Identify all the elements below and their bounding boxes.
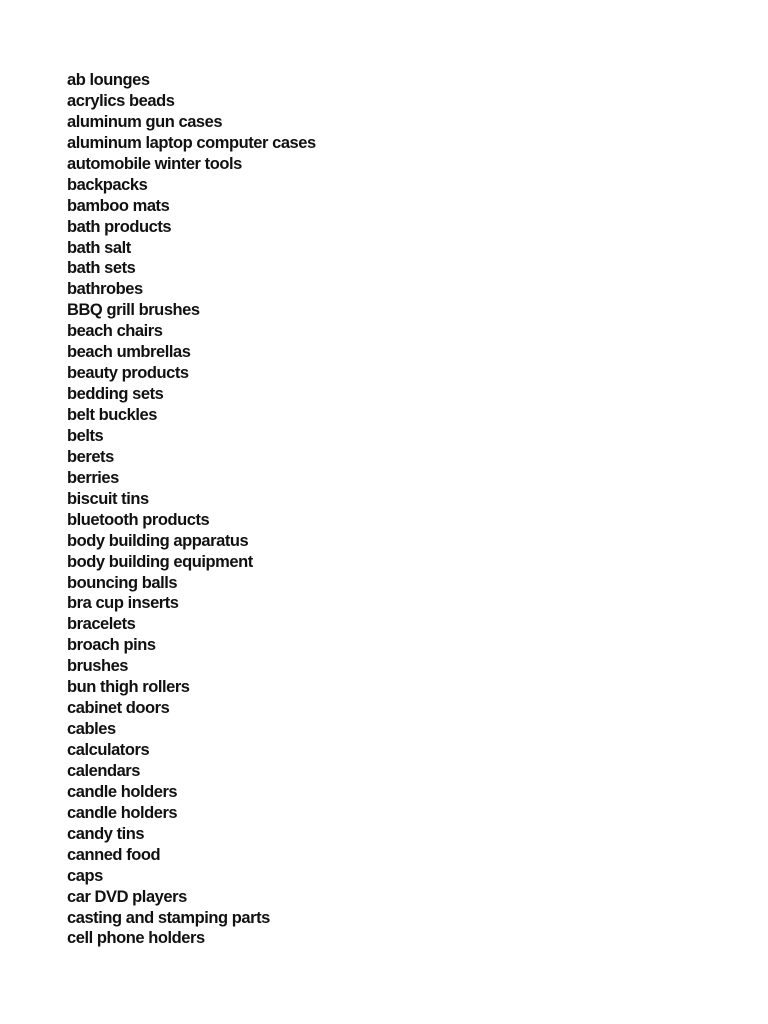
list-item: candy tins bbox=[67, 824, 145, 843]
list-item: calendars bbox=[67, 761, 140, 780]
list-item: cabinet doors bbox=[67, 699, 170, 718]
list-item: cell phone holders bbox=[67, 929, 205, 948]
list-item: beauty products bbox=[67, 364, 189, 383]
list-item: berets bbox=[67, 447, 114, 466]
list-item: bamboo mats bbox=[67, 196, 170, 215]
list-item: bun thigh rollers bbox=[67, 678, 190, 697]
list-item: bracelets bbox=[67, 615, 136, 634]
list-item: body building equipment bbox=[67, 552, 253, 571]
list-item: bedding sets bbox=[67, 385, 164, 404]
list-item: bath salt bbox=[67, 238, 131, 257]
list-item: acrylics beads bbox=[67, 91, 175, 110]
list-item: candle holders bbox=[67, 782, 178, 801]
list-item: casting and stamping parts bbox=[67, 908, 270, 927]
list-item: automobile winter tools bbox=[67, 154, 242, 173]
list-item: aluminum laptop computer cases bbox=[67, 133, 316, 152]
list-item: beach chairs bbox=[67, 322, 163, 341]
list-item: aluminum gun cases bbox=[67, 112, 223, 131]
list-item: bouncing balls bbox=[67, 573, 178, 592]
list-item: ab lounges bbox=[67, 71, 150, 89]
list-item: car DVD players bbox=[67, 887, 187, 906]
list-item: body building apparatus bbox=[67, 531, 249, 550]
list-item: caps bbox=[67, 866, 103, 885]
list-item: belt buckles bbox=[67, 406, 157, 424]
list-item: backpacks bbox=[67, 175, 148, 194]
list-item: calculators bbox=[67, 741, 150, 759]
list-item: broach pins bbox=[67, 636, 156, 655]
list-item: BBQ grill brushes bbox=[67, 301, 200, 320]
list-item: belts bbox=[67, 426, 104, 445]
product-list bbox=[67, 70, 316, 949]
list-item: canned food bbox=[67, 845, 161, 864]
list-item: bathrobes bbox=[67, 280, 143, 299]
list-item: berries bbox=[67, 468, 119, 487]
list-item: brushes bbox=[67, 657, 129, 676]
list-item: candle holders bbox=[67, 803, 178, 822]
list-item: bath sets bbox=[67, 259, 136, 278]
list-item: bluetooth products bbox=[67, 510, 210, 529]
list-item: biscuit tins bbox=[67, 489, 149, 508]
list-item: bra cup inserts bbox=[67, 594, 179, 613]
list-item: beach umbrellas bbox=[67, 343, 191, 362]
list-item: cables bbox=[67, 720, 116, 739]
list-item: bath products bbox=[67, 217, 172, 236]
